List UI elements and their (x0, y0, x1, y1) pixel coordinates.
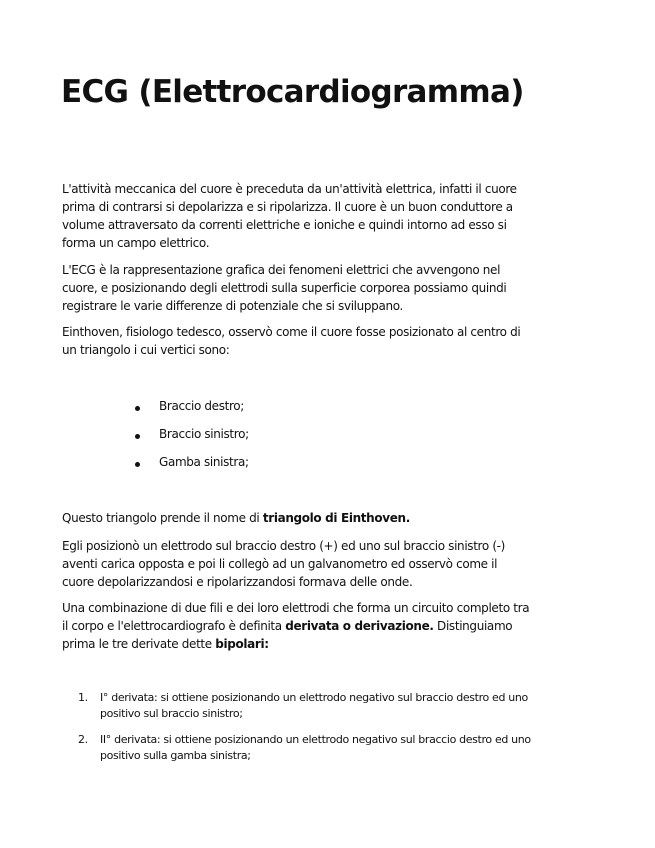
page-title: ECG (Elettrocardiogramma) (61, 74, 524, 110)
text-line: registrare le varie differenze di potenziale che si sviluppano. (62, 299, 403, 313)
list-text (100, 732, 531, 764)
text-line: Una combinazione di due fili e dei loro elettrodi che forma un circuito completo tra (62, 601, 530, 615)
bold-term: bipolari: (215, 637, 269, 651)
text-line: I° derivata: si ottiene posizionando un elettrodo negativo sul braccio destro ed uno (100, 691, 528, 704)
bullet-icon (135, 406, 140, 411)
text-line (62, 617, 529, 635)
text-line: Egli posizionò un elettrodo sul braccio destro (+) ed uno sul braccio sinistro (-) (62, 539, 505, 553)
bullet-icon (135, 434, 140, 439)
text-line: II° derivata: si ottiene posizionando un elettrodo negativo sul braccio destro ed uno (100, 733, 531, 746)
text-span: il corpo e l'elettrocardiografo è definita (62, 619, 286, 633)
paragraph-triangle-name (62, 509, 410, 527)
paragraph-intro (62, 180, 517, 252)
text-line: cuore depolarizzandosi e ripolarizzandosi formava delle onde. (62, 575, 413, 589)
list-number: 2. (78, 733, 88, 746)
paragraph-einthoven (62, 323, 520, 359)
text-line: volume attraversato da correnti elettriche e ioniche e quindi intorno ad esso si (62, 218, 507, 232)
bullet-icon (135, 462, 140, 467)
bullet-text: Gamba sinistra; (159, 455, 249, 469)
bullet-text: Braccio destro; (159, 399, 244, 413)
text-span: prima le tre derivate dette (62, 637, 216, 651)
text-line: L'attività meccanica del cuore è preceduta da un'attività elettrica, infatti il cuore (62, 182, 517, 196)
text-line (62, 635, 529, 653)
text-line: prima di contrarsi si depolarizza e si ripolarizza. Il cuore è un buon conduttore a (62, 200, 513, 214)
list-text (100, 690, 528, 722)
text-line: un triangolo i cui vertici sono: (62, 343, 230, 357)
paragraph-derivation (62, 599, 529, 653)
text-line: L'ECG è la rappresentazione grafica dei fenomeni elettrici che avvengono nel (62, 263, 501, 277)
text-line: positivo sul braccio sinistro; (100, 707, 243, 720)
text-line: forma un campo elettrico. (62, 236, 210, 250)
text-span: Questo triangolo prende il nome di (62, 511, 263, 525)
paragraph-ecg-definition (62, 261, 506, 315)
bold-term: derivata o derivazione. (285, 619, 434, 633)
bullet-text: Braccio sinistro; (159, 427, 249, 441)
text-line: cuore, e posizionando degli elettrodi sulla superficie corporea possiamo quindi (62, 281, 507, 295)
text-line: positivo sulla gamba sinistra; (100, 749, 251, 762)
text-span: Distinguiamo (433, 619, 513, 633)
text-line: aventi carica opposta e poi li collegò ad un galvanometro ed osservò come il (62, 557, 498, 571)
text-line: Einthoven, fisiologo tedesco, osservò come il cuore fosse posizionato al centro di (62, 325, 521, 339)
bold-term: triangolo di Einthoven. (262, 511, 410, 525)
list-number: 1. (78, 691, 88, 704)
paragraph-galvanometer (62, 537, 505, 591)
